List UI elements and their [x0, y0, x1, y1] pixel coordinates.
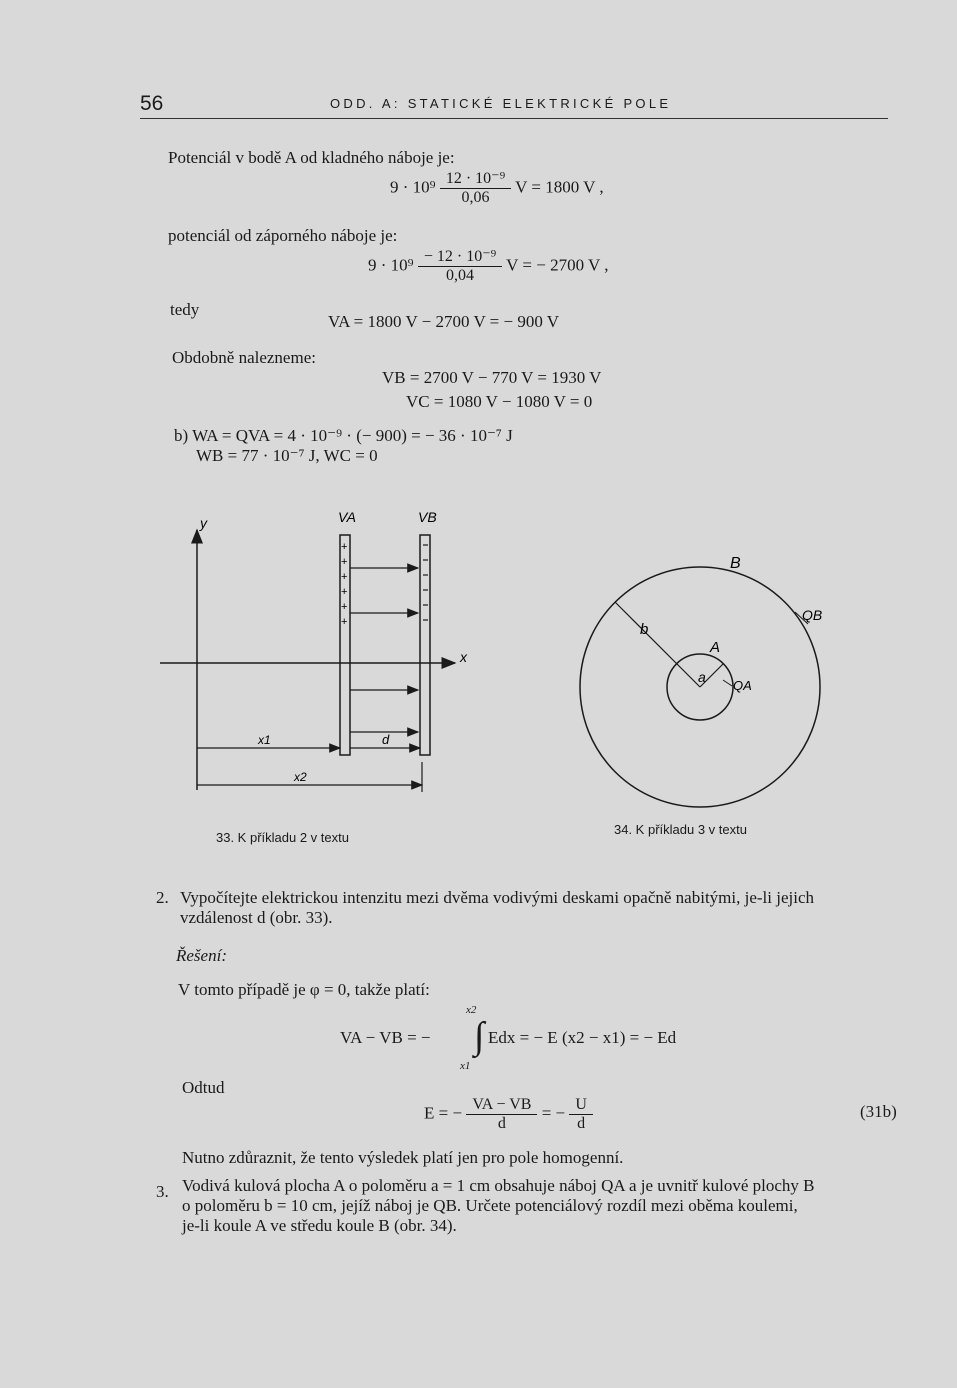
intro-line2: potenciál od záporného náboje je: — [168, 226, 398, 245]
intro-eq6: b) WA = QVA = 4 · 10⁻⁹ · (− 900) = − 36 · 10⁻⁷ J — [174, 426, 513, 445]
plus-charges — [341, 541, 347, 628]
label-QA: QA — [733, 678, 752, 693]
figure-34-diagram — [570, 550, 850, 820]
intro-eq5: VC = 1080 V − 1080 V = 0 — [406, 392, 593, 411]
solution-label: Řešení: — [176, 946, 227, 965]
page-number: 56 — [140, 92, 164, 115]
eq2-den: 0,04 — [418, 266, 502, 285]
plate-b-label: VB — [418, 509, 437, 525]
d-label: d — [382, 732, 390, 747]
label-QB: QB — [802, 607, 823, 623]
label-b: b — [640, 621, 649, 638]
problem2-text-line2: vzdálenost d (obr. 33). — [180, 908, 333, 927]
integral-upper: x2 — [466, 1004, 477, 1016]
eq-E-left: E = − — [424, 1103, 463, 1123]
problem3-number: 3. — [156, 1182, 169, 1201]
intro-eq4: VB = 2700 V − 770 V = 1930 V — [382, 368, 602, 387]
y-axis-label: y — [200, 515, 207, 531]
integral-eq-right: Edx = − E (x2 − x1) = − Ed — [488, 1028, 677, 1047]
svg-text:+: + — [341, 571, 348, 583]
eq1-den: 0,06 — [440, 188, 511, 207]
plate-b — [420, 535, 430, 755]
eq-E-den1: d — [466, 1114, 537, 1133]
field-lines — [350, 568, 418, 732]
intro-eq7: WB = 77 · 10⁻⁷ J, WC = 0 — [196, 446, 378, 465]
svg-text:+: + — [341, 556, 348, 568]
solution-line1: V tomto případě je φ = 0, takže platí: — [178, 980, 430, 999]
eq-E-num2: U — [575, 1096, 587, 1113]
svg-text:+: + — [341, 616, 348, 628]
eq1-num: 12 · 10⁻⁹ — [445, 170, 506, 187]
problem2-number: 2. — [156, 888, 169, 907]
x-axis-label: x — [460, 649, 467, 665]
figure-34-caption: 34. K příkladu 3 v textu — [614, 822, 747, 837]
figure-33-diagram — [150, 500, 480, 800]
integral-lower: x1 — [460, 1060, 471, 1072]
svg-text:+: + — [341, 541, 348, 553]
integral-eq-left: VA − VB = − — [340, 1028, 431, 1047]
eq-E-mid: = − — [541, 1103, 566, 1123]
label-B: B — [730, 555, 741, 572]
label-A: A — [710, 639, 721, 656]
eq1-fraction — [440, 170, 511, 207]
minus-charges — [423, 545, 428, 620]
label-a: a — [698, 669, 706, 685]
equation-number: (31b) — [860, 1102, 897, 1121]
radius-b — [615, 602, 700, 687]
problem3-line1: Vodivá kulová plocha A o poloměru a = 1 cm obsahuje náboj QA a je uvnitř kulové plochy B — [182, 1176, 815, 1195]
eq2-prefix: 9 · 10⁹ — [368, 255, 414, 275]
intro-tedy: tedy — [170, 300, 200, 319]
plate-a-label: VA — [338, 509, 356, 525]
x1-label: x1 — [258, 733, 271, 747]
eq2-num: − 12 · 10⁻⁹ — [423, 248, 497, 265]
eq-E-frac2 — [569, 1096, 593, 1133]
x2-label: x2 — [294, 770, 307, 784]
intro-eq1 — [390, 170, 604, 207]
eq-E-frac1 — [466, 1096, 537, 1133]
eq-E-den2: d — [569, 1114, 593, 1133]
running-title: ODD. A: STATICKÉ ELEKTRICKÉ POLE — [330, 96, 672, 111]
intro-eq2 — [368, 248, 608, 285]
problem2-note: Nutno zdůraznit, že tento výsledek platí jen pro pole homogenní. — [182, 1148, 624, 1167]
eq-E — [424, 1096, 593, 1133]
eq1-suffix: V = 1800 V , — [515, 177, 604, 197]
odtud: Odtud — [182, 1078, 225, 1097]
plate-a — [340, 535, 350, 755]
header-rule — [140, 118, 888, 119]
intro-eq3: VA = 1800 V − 2700 V = − 900 V — [328, 312, 560, 331]
svg-text:+: + — [341, 586, 348, 598]
eq2-fraction — [418, 248, 502, 285]
problem3-line2: o poloměru b = 10 cm, jejíž náboj je QB. Určete potenciálový rozdíl mezi oběma koulemi, — [182, 1196, 798, 1215]
intro-line3: Obdobně nalezneme: — [172, 348, 316, 367]
eq-E-num1: VA − VB — [472, 1096, 532, 1113]
integral-sign: ∫ — [474, 1015, 485, 1057]
eq1-prefix: 9 · 10⁹ — [390, 177, 436, 197]
problem3-line3: je-li koule A ve středu koule B (obr. 34). — [182, 1216, 457, 1235]
figure-33-caption: 33. K příkladu 2 v textu — [216, 830, 349, 845]
svg-text:+: + — [341, 601, 348, 613]
intro-line1: Potenciál v bodě A od kladného náboje je: — [168, 148, 455, 167]
eq2-suffix: V = − 2700 V , — [506, 255, 609, 275]
problem2-text-line1: Vypočítejte elektrickou intenzitu mezi dvěma vodivými deskami opačně nabitými, je-li jejich — [180, 888, 815, 907]
